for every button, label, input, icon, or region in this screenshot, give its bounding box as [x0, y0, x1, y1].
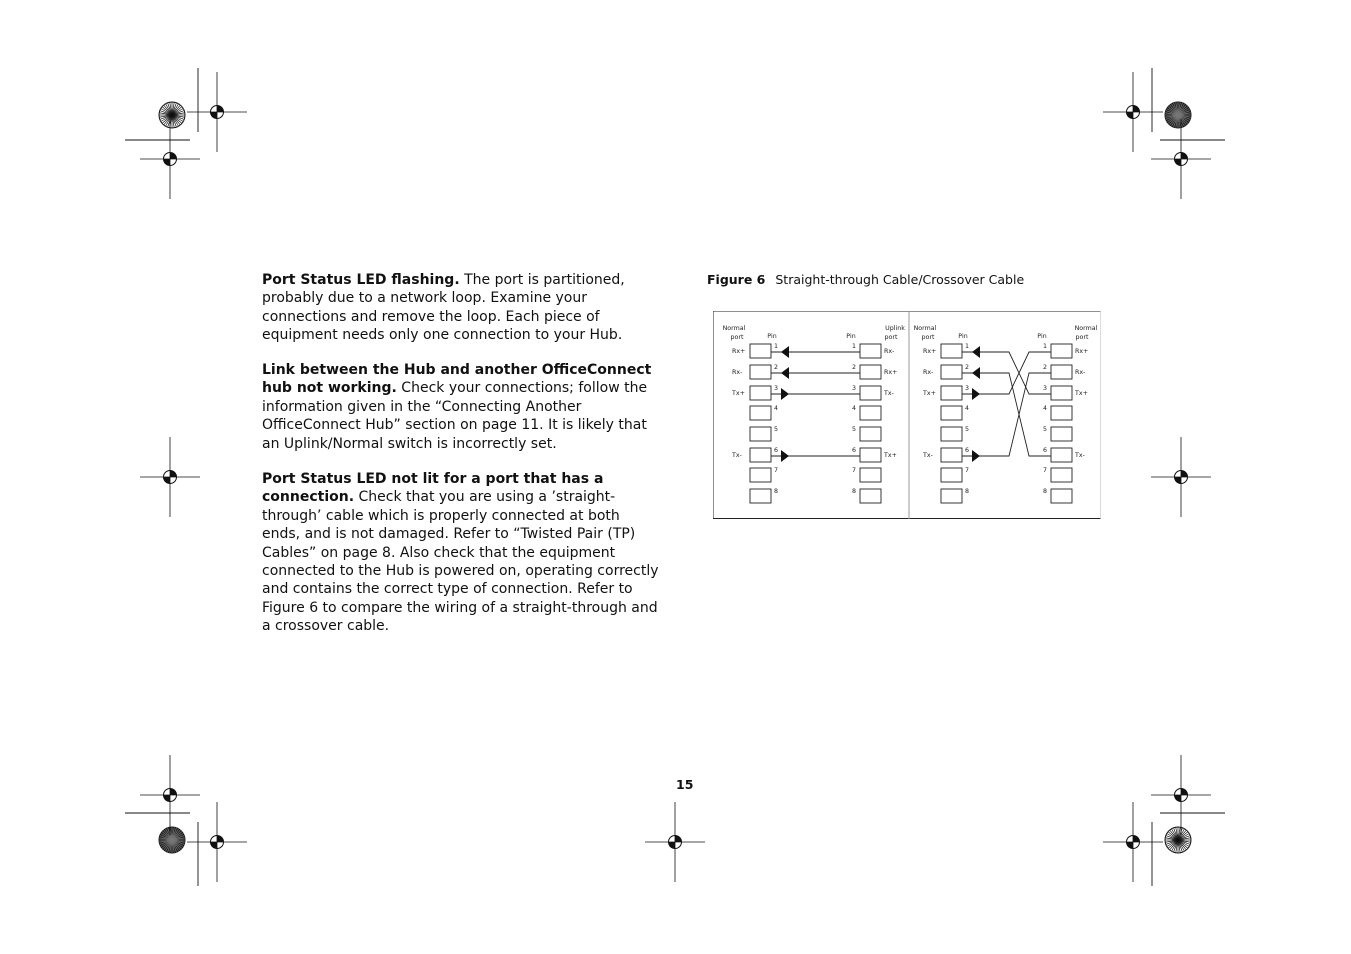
- registration-starburst: [1165, 827, 1191, 853]
- right-pin-box: [1051, 344, 1072, 358]
- signal-arrow: [781, 367, 789, 379]
- right-pin-box: [1051, 468, 1072, 482]
- signal-arrow: [972, 346, 980, 358]
- signal-arrow: [781, 450, 789, 462]
- wire: [962, 373, 1051, 456]
- left-pin-box: [750, 365, 771, 379]
- signal-arrow: [972, 450, 980, 462]
- left-pin-number: 6: [774, 447, 779, 454]
- left-pin-number: 3: [965, 385, 970, 392]
- left-pin-box: [941, 448, 962, 462]
- left-pin-number: 1: [774, 343, 779, 350]
- right-pin-box: [1051, 365, 1072, 379]
- right-pin-box: [1051, 489, 1072, 503]
- left-signal-label: Rx+: [923, 348, 937, 355]
- right-pin-number: 5: [852, 426, 857, 433]
- registration-starburst: [159, 102, 185, 128]
- right-pin-box: [1051, 427, 1072, 441]
- right-signal-label: Rx+: [1075, 348, 1089, 355]
- straight-through-panel: [723, 325, 906, 503]
- right-pin-number: 7: [1043, 467, 1048, 474]
- left-pin-number: 8: [774, 488, 779, 495]
- left-pin-number: 7: [965, 467, 970, 474]
- right-port-header: Uplink: [885, 325, 905, 332]
- left-pin-box: [750, 386, 771, 400]
- paragraph-body: Check that you are using a ’straight-through’ cable which is properly connected at both ends, and is not damaged. Refer to “Twisted Pair (TP) Cables” on page 8. Also check that the equipment connected to the Hub is powered on, operating correctly and contains the correct type of connection. Refer to Figure 6 to compare the wiring of a straight-through and a crossover cable.: [262, 489, 659, 635]
- crossover-panel: [914, 325, 1098, 503]
- right-signal-label: Tx+: [884, 452, 897, 459]
- right-port-header: port: [1075, 334, 1089, 341]
- right-pin-box: [860, 468, 881, 482]
- left-pin-number: 5: [965, 426, 970, 433]
- left-pin-number: 3: [774, 385, 779, 392]
- registration-crosshair: [1103, 802, 1163, 882]
- left-port-header: port: [730, 334, 744, 341]
- registration-crosshair: [187, 802, 247, 882]
- figure-label: Figure 6: [707, 272, 766, 287]
- registration-crosshair: [1151, 119, 1211, 199]
- right-signal-label: Rx+: [884, 369, 898, 376]
- left-pin-number: 7: [774, 467, 779, 474]
- right-pin-number: 1: [1043, 343, 1048, 350]
- right-pin-number: 5: [1043, 426, 1048, 433]
- right-signal-label: Rx-: [884, 348, 895, 355]
- left-pin-number: 2: [965, 364, 970, 371]
- left-pin-header: Pin: [767, 333, 777, 340]
- left-pin-number: 5: [774, 426, 779, 433]
- right-pin-header: Pin: [1037, 333, 1047, 340]
- left-pin-box: [750, 406, 771, 420]
- left-pin-box: [941, 344, 962, 358]
- right-signal-label: Tx-: [884, 390, 894, 397]
- left-port-header: Normal: [722, 325, 746, 332]
- paragraph-link-not-working: [262, 361, 662, 453]
- right-pin-number: 2: [1043, 364, 1048, 371]
- right-pin-number: 1: [852, 343, 857, 350]
- right-signal-label: Rx-: [1075, 369, 1086, 376]
- right-pin-number: 3: [1043, 385, 1048, 392]
- right-port-header: Normal: [1074, 325, 1098, 332]
- left-pin-number: 2: [774, 364, 779, 371]
- registration-crosshair: [1151, 755, 1211, 835]
- left-pin-box: [941, 406, 962, 420]
- paragraph-heading: Link between the Hub and another OfficeConnect hub not working.: [262, 362, 652, 397]
- left-port-header: Normal: [913, 325, 937, 332]
- registration-crosshair: [140, 755, 200, 835]
- registration-crosshair: [140, 119, 200, 199]
- left-pin-number: 1: [965, 343, 970, 350]
- left-pin-number: 6: [965, 447, 970, 454]
- right-pin-box: [1051, 386, 1072, 400]
- registration-crosshair: [140, 437, 200, 517]
- left-pin-box: [750, 489, 771, 503]
- right-pin-number: 2: [852, 364, 857, 371]
- right-pin-number: 4: [852, 405, 857, 412]
- registration-starburst: [159, 827, 185, 853]
- right-pin-number: 7: [852, 467, 857, 474]
- paragraph-led-flashing: [262, 271, 662, 345]
- right-pin-number: 4: [1043, 405, 1048, 412]
- figure-title: Straight-through Cable/Crossover Cable: [775, 272, 1025, 287]
- right-pin-box: [860, 427, 881, 441]
- left-pin-box: [941, 386, 962, 400]
- figure-caption: [707, 271, 1024, 289]
- left-pin-box: [750, 344, 771, 358]
- left-pin-number: 8: [965, 488, 970, 495]
- registration-crosshair: [1103, 72, 1163, 152]
- paragraph-heading: Port Status LED flashing.: [262, 272, 460, 288]
- right-signal-label: Tx-: [1075, 452, 1085, 459]
- signal-arrow: [972, 367, 980, 379]
- right-pin-box: [1051, 448, 1072, 462]
- right-pin-box: [860, 344, 881, 358]
- left-pin-box: [750, 448, 771, 462]
- paragraph-led-not-lit: [262, 470, 662, 636]
- right-pin-box: [860, 365, 881, 379]
- left-signal-label: Tx+: [732, 390, 745, 397]
- right-pin-box: [860, 386, 881, 400]
- left-pin-box: [750, 427, 771, 441]
- left-port-header: port: [921, 334, 935, 341]
- left-pin-box: [941, 489, 962, 503]
- right-pin-header: Pin: [846, 333, 856, 340]
- registration-crosshair: [187, 72, 247, 152]
- paragraph-body: The port is partitioned, probably due to a network loop. Examine your connections and remove the loop. Each piece of equipment needs only one connection to your Hub.: [262, 272, 625, 344]
- registration-crosshair: [645, 802, 705, 882]
- right-pin-box: [860, 489, 881, 503]
- left-pin-box: [941, 427, 962, 441]
- right-pin-box: [1051, 406, 1072, 420]
- right-pin-number: 3: [852, 385, 857, 392]
- right-pin-number: 6: [852, 447, 857, 454]
- wire: [962, 373, 1051, 456]
- signal-arrow: [781, 388, 789, 400]
- cable-wiring-diagram: [713, 311, 1101, 519]
- signal-arrow: [972, 388, 980, 400]
- left-signal-label: Rx-: [732, 369, 743, 376]
- left-pin-number: 4: [774, 405, 779, 412]
- paragraph-heading: Port Status LED not lit for a port that has a connection.: [262, 471, 604, 506]
- left-signal-label: Tx+: [923, 390, 936, 397]
- registration-starburst: [1165, 102, 1191, 128]
- right-pin-number: 8: [852, 488, 857, 495]
- signal-arrow: [781, 346, 789, 358]
- left-pin-header: Pin: [958, 333, 968, 340]
- right-pin-box: [860, 406, 881, 420]
- left-pin-box: [941, 468, 962, 482]
- registration-crosshair: [1151, 437, 1211, 517]
- left-signal-label: Rx+: [732, 348, 746, 355]
- right-pin-box: [860, 448, 881, 462]
- left-signal-label: Tx-: [732, 452, 742, 459]
- left-pin-number: 4: [965, 405, 970, 412]
- page-number: 15: [676, 777, 694, 792]
- right-port-header: port: [884, 334, 898, 341]
- paragraph-body: Check your connections; follow the information given in the “Connecting Another OfficeConnect Hub” section on page 11. It is likely that an Uplink/Normal switch is incorrectly set.: [262, 380, 648, 452]
- left-pin-box: [941, 365, 962, 379]
- left-signal-label: Rx-: [923, 369, 934, 376]
- left-signal-label: Tx-: [923, 452, 933, 459]
- left-pin-box: [750, 468, 771, 482]
- right-signal-label: Tx+: [1075, 390, 1088, 397]
- right-pin-number: 6: [1043, 447, 1048, 454]
- right-pin-number: 8: [1043, 488, 1048, 495]
